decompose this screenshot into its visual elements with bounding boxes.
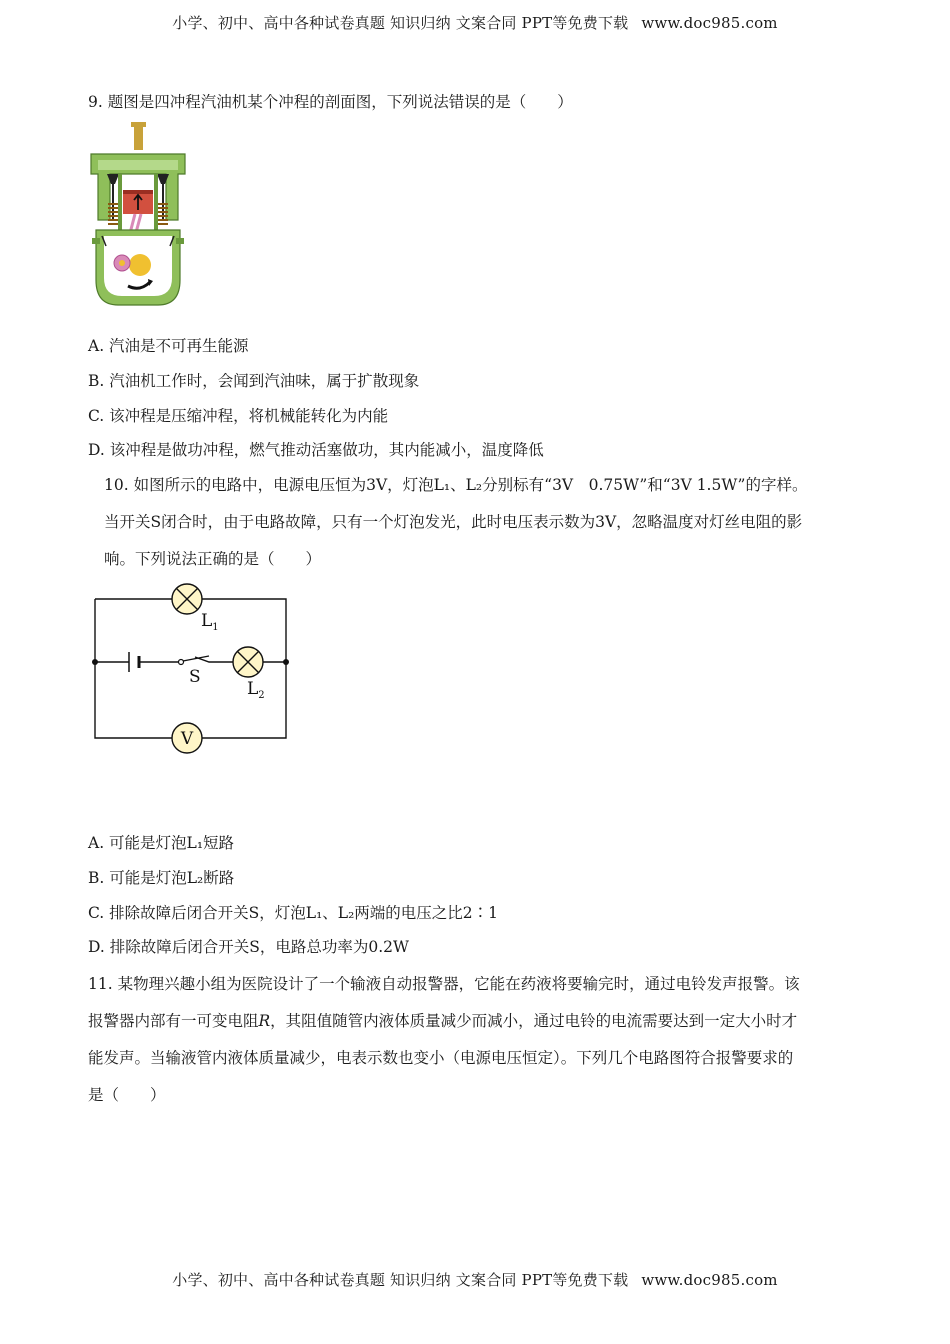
footer-site-link[interactable]: www.doc985.com <box>641 1271 778 1289</box>
footer-text: 小学、初中、高中各种试卷真题 知识归纳 文案合同 PPT等免费下载 <box>172 1271 629 1289</box>
q10-option-a: A. 可能是灯泡L₁短路 <box>88 834 235 852</box>
q11-stem-line1: 11. 某物理兴趣小组为医院设计了一个输液自动报警器，它能在药液将要输完时，通过电铃发声报警。该 <box>88 975 800 993</box>
crankshaft <box>129 254 151 276</box>
junction-right <box>283 659 289 665</box>
q10-stem-line2: 当开关S闭合时，由于电路故障，只有一个灯泡发光，此时电压表示数为3V，忽略温度对灯丝电阻的影 <box>104 513 803 531</box>
lamp-l2 <box>233 647 263 677</box>
junction-left <box>92 659 98 665</box>
spark-plug <box>134 124 143 150</box>
label-l1: $L_1$ <box>201 611 219 633</box>
label-l2: $L_2$ <box>247 679 265 701</box>
header-text: 小学、初中、高中各种试卷真题 知识归纳 文案合同 PPT等免费下载 <box>172 14 629 32</box>
q10-stem-line1: 10. 如图所示的电路中，电源电压恒为3V，灯泡L₁、L₂分别标有“3V 0.75W”和“3V 1.5W”的字样。 <box>104 476 808 494</box>
label-s: S <box>189 667 201 687</box>
engine-cross-section-figure <box>88 120 188 310</box>
q10-option-d: D. 排除故障后闭合开关S，电路总功率为0.2W <box>88 938 409 956</box>
circuit-diagram <box>85 580 300 755</box>
header-site-link[interactable]: www.doc985.com <box>641 14 778 32</box>
q9-option-d: D. 该冲程是做功冲程，燃气推动活塞做功，其内能减小，温度降低 <box>88 441 544 459</box>
q10-stem-line3: 响。下列说法正确的是（ ） <box>104 550 322 568</box>
switch <box>179 660 184 665</box>
q9-stem: 9. 题图是四冲程汽油机某个冲程的剖面图，下列说法错误的是（ ） <box>88 93 573 111</box>
q11-stem-line3: 能发声。当输液管内液体质量减少，电表示数也变小（电源电压恒定）。下列几个电路图符合报警要求的 <box>88 1049 794 1067</box>
q10-option-b: B. 可能是灯泡L₂断路 <box>88 869 235 887</box>
q10-option-c: C. 排除故障后闭合开关S，灯泡L₁、L₂两端的电压之比2∶1 <box>88 904 499 922</box>
q9-option-a: A. 汽油是不可再生能源 <box>88 337 249 355</box>
page-footer <box>0 1269 950 1290</box>
q9-option-c: C. 该冲程是压缩冲程，将机械能转化为内能 <box>88 407 389 425</box>
page-header <box>0 12 950 33</box>
lamp-l1 <box>172 584 202 614</box>
voltmeter-label: V <box>180 729 194 749</box>
q11-stem-line2: 报警器内部有一可变电阻𝑅，其阻值随管内液体质量减少而减小，通过电铃的电流需要达到一定大小时才 <box>88 1012 798 1030</box>
q11-stem-line4: 是（ ） <box>88 1086 166 1104</box>
q9-option-b: B. 汽油机工作时，会闻到汽油味，属于扩散现象 <box>88 372 420 390</box>
